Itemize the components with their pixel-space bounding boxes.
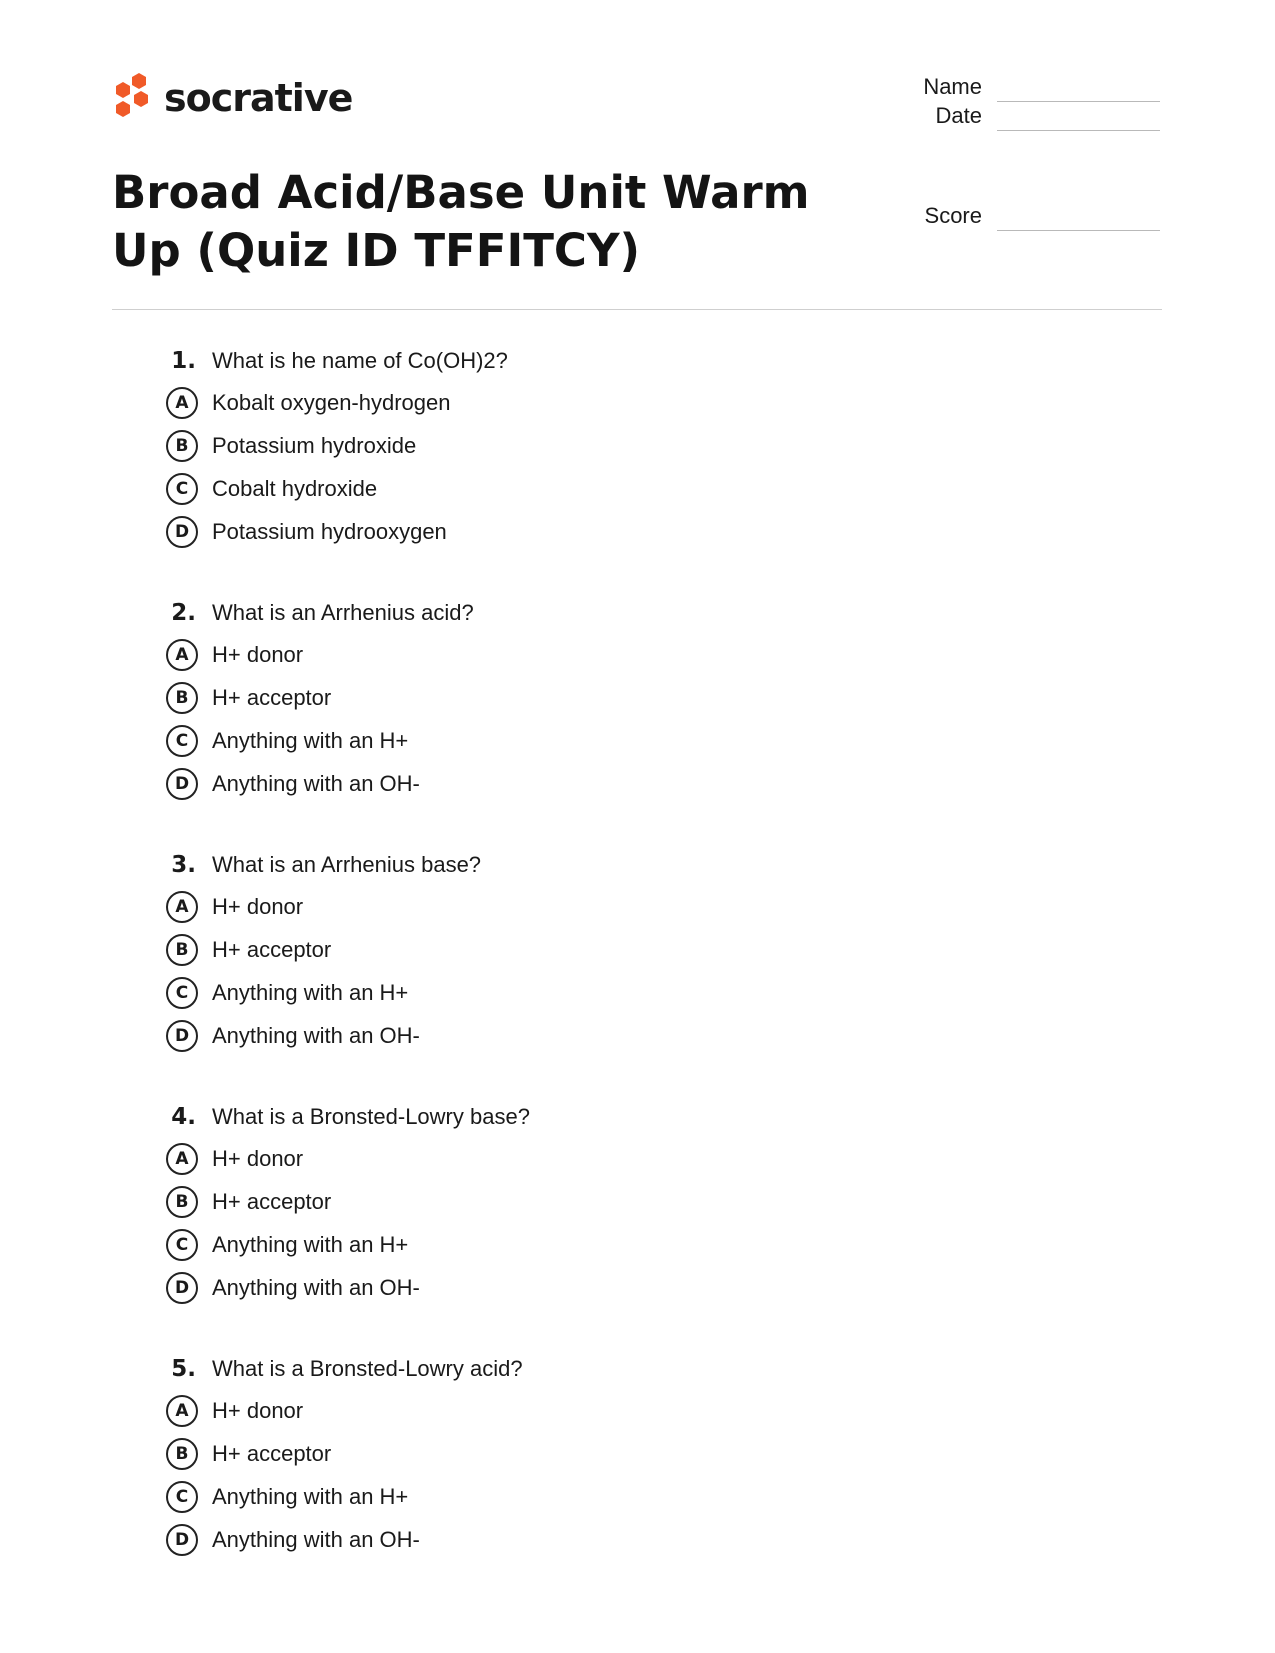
option-d[interactable] — [160, 510, 1060, 553]
option-letter-circle: D — [166, 516, 198, 548]
option-letter-circle: C — [166, 977, 198, 1009]
option-letter-circle: A — [166, 891, 198, 923]
option-d[interactable] — [160, 1266, 1060, 1309]
question-header — [160, 341, 1060, 381]
question-header — [160, 1349, 1060, 1389]
option-text: Anything with an OH- — [212, 1526, 420, 1552]
option-a[interactable] — [160, 1389, 1060, 1432]
option-a[interactable] — [160, 885, 1060, 928]
option-a[interactable] — [160, 633, 1060, 676]
question-number: 2. — [171, 600, 196, 626]
option-letter-circle: B — [166, 682, 198, 714]
option-letter-circle: A — [166, 1143, 198, 1175]
question-text: What is an Arrhenius base? — [212, 852, 482, 877]
option-letter-circle: D — [166, 1020, 198, 1052]
question-header — [160, 593, 1060, 633]
option-c[interactable] — [160, 1475, 1060, 1518]
hexagon-cluster-icon — [112, 73, 152, 123]
question-header — [160, 1097, 1060, 1137]
option-b[interactable] — [160, 928, 1060, 971]
option-letter-circle: B — [166, 1438, 198, 1470]
page-title: Broad Acid/Base Unit Warm Up (Quiz ID TFFITCY) — [112, 166, 810, 277]
question-number: 4. — [171, 1104, 196, 1130]
option-letter-circle: C — [166, 1481, 198, 1513]
option-text: Anything with an H+ — [212, 1231, 409, 1257]
date-line — [997, 130, 1160, 131]
question-number: 3. — [171, 852, 196, 878]
option-text: H+ donor — [212, 893, 304, 919]
score-label: Score — [924, 203, 982, 228]
option-letter-circle: B — [166, 430, 198, 462]
question-2 — [160, 593, 1060, 805]
option-letter-circle: B — [166, 934, 198, 966]
question-number: 1. — [171, 348, 196, 374]
option-text: Anything with an H+ — [212, 979, 409, 1005]
name-label: Name — [923, 74, 982, 99]
option-d[interactable] — [160, 1014, 1060, 1057]
header-divider — [112, 309, 1162, 310]
option-text: Kobalt oxygen-hydrogen — [212, 389, 451, 415]
question-text: What is he name of Co(OH)2? — [212, 348, 508, 373]
option-letter-circle: A — [166, 639, 198, 671]
option-letter-circle: C — [166, 725, 198, 757]
option-text: Anything with an H+ — [212, 1483, 409, 1509]
option-text: H+ acceptor — [212, 1440, 332, 1466]
option-text: Anything with an OH- — [212, 1274, 420, 1300]
name-field[interactable] — [880, 72, 1160, 102]
question-text: What is an Arrhenius acid? — [212, 600, 474, 625]
question-1 — [160, 341, 1060, 553]
option-letter-circle: C — [166, 1229, 198, 1261]
score-line — [997, 230, 1160, 231]
option-letter-circle: A — [166, 387, 198, 419]
option-text: H+ acceptor — [212, 1188, 332, 1214]
option-text: Anything with an OH- — [212, 1022, 420, 1048]
option-text: Anything with an H+ — [212, 727, 409, 753]
option-text: Potassium hydrooxygen — [212, 518, 447, 544]
option-letter-circle: D — [166, 1524, 198, 1556]
question-4 — [160, 1097, 1060, 1309]
option-letter-circle: B — [166, 1186, 198, 1218]
option-a[interactable] — [160, 1137, 1060, 1180]
option-c[interactable] — [160, 719, 1060, 762]
question-number: 5. — [171, 1356, 196, 1382]
option-c[interactable] — [160, 971, 1060, 1014]
option-letter-circle: D — [166, 1272, 198, 1304]
option-b[interactable] — [160, 1432, 1060, 1475]
option-c[interactable] — [160, 467, 1060, 510]
question-header — [160, 845, 1060, 885]
question-text: What is a Bronsted-Lowry acid? — [212, 1356, 523, 1381]
option-d[interactable] — [160, 1518, 1060, 1561]
option-text: H+ acceptor — [212, 936, 332, 962]
socrative-logo — [112, 72, 352, 124]
question-3 — [160, 845, 1060, 1057]
brand-name: socrative — [164, 76, 353, 120]
option-letter-circle: D — [166, 768, 198, 800]
option-text: H+ donor — [212, 1397, 304, 1423]
option-a[interactable] — [160, 381, 1060, 424]
option-b[interactable] — [160, 676, 1060, 719]
question-5 — [160, 1349, 1060, 1561]
date-label: Date — [935, 103, 982, 128]
option-c[interactable] — [160, 1223, 1060, 1266]
option-b[interactable] — [160, 1180, 1060, 1223]
option-d[interactable] — [160, 762, 1060, 805]
question-text: What is a Bronsted-Lowry base? — [212, 1104, 530, 1129]
option-text: H+ acceptor — [212, 684, 332, 710]
date-field[interactable] — [880, 101, 1160, 131]
score-field[interactable] — [880, 201, 1160, 231]
option-letter-circle: C — [166, 473, 198, 505]
option-text: H+ donor — [212, 1145, 304, 1171]
option-text: Potassium hydroxide — [212, 432, 417, 458]
option-text: H+ donor — [212, 641, 304, 667]
option-b[interactable] — [160, 424, 1060, 467]
option-text: Anything with an OH- — [212, 770, 420, 796]
option-letter-circle: A — [166, 1395, 198, 1427]
option-text: Cobalt hydroxide — [212, 475, 378, 501]
